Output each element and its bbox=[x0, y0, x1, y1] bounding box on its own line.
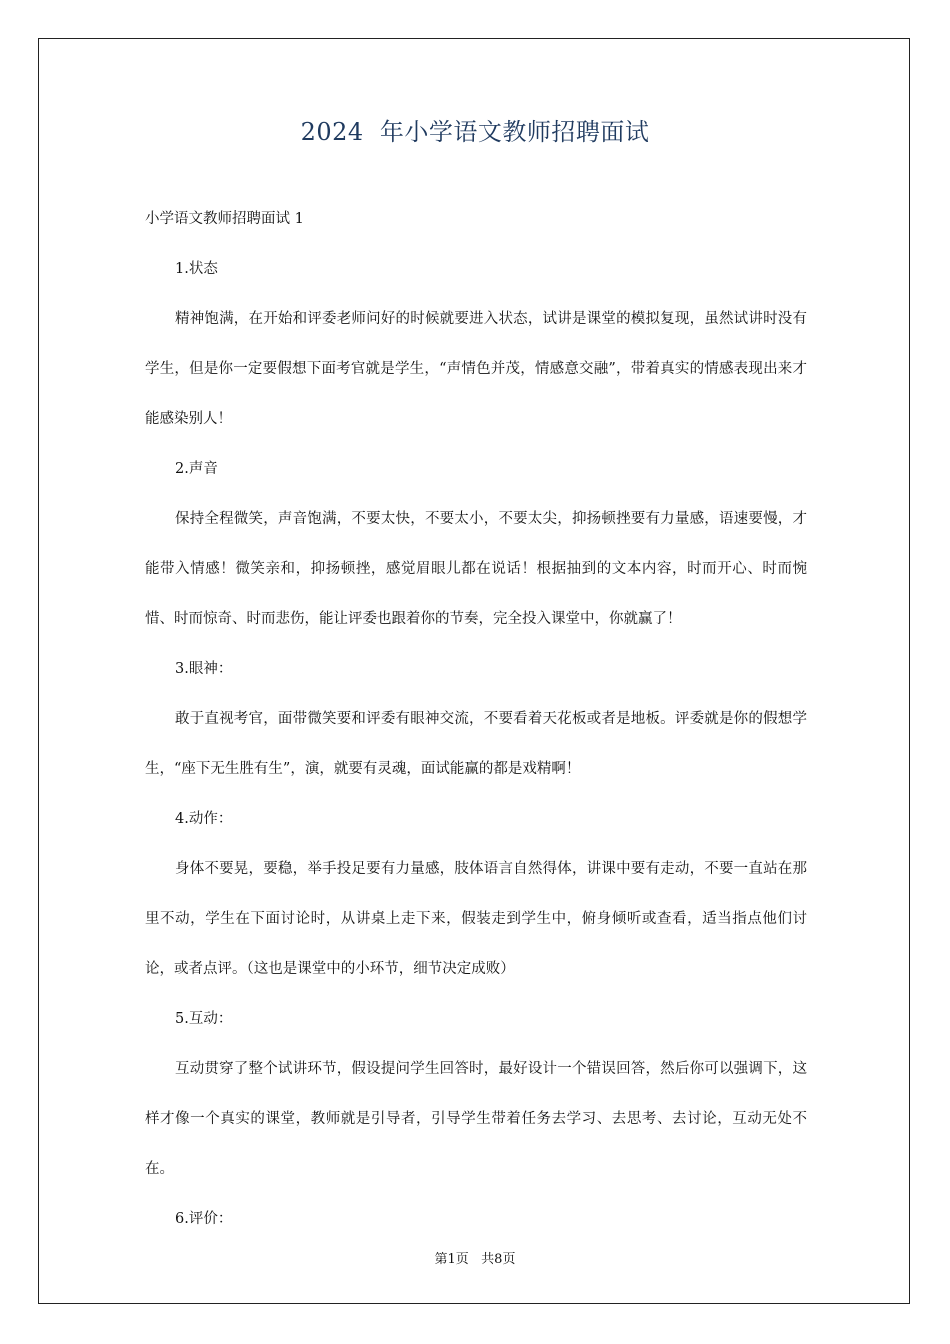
document-title: 2024 年小学语文教师招聘面试 bbox=[300, 118, 650, 146]
paragraph-5-heading: 5.互动： bbox=[175, 1011, 233, 1027]
section-heading: 小学语文教师招聘面试 1 bbox=[145, 211, 304, 227]
paragraph-4-body: 身体不要晃，要稳，举手投足要有力量感，肢体语言自然得体，讲课中要有走动，不要一直站在那里不动，学生在下面讨论时，从讲桌上走下来，假装走到学生中，俯身倾听或查看，适当指点他们讨论，或者点评。（这也是课堂中的小环节，细节决定成败） bbox=[145, 861, 807, 977]
paragraph-2-heading: 2.声音 bbox=[175, 461, 218, 477]
paragraph-5-body: 互动贯穿了整个试讲环节，假设提问学生回答时，最好设计一个错误回答，然后你可以强调下，这样才像一个真实的课堂，教师就是引导者，引导学生带着任务去学习、去思考、去讨论，互动无处不在。 bbox=[145, 1061, 807, 1177]
paragraph-1-body: 精神饱满，在开始和评委老师问好的时候就要进入状态，试讲是课堂的模拟复现，虽然试讲时没有学生，但是你一定要假想下面考官就是学生，“声情色并茂，情感意交融”，带着真实的情感表现出来才能感染别人！ bbox=[145, 311, 807, 427]
page-footer: 第1页 共8页 bbox=[434, 1252, 516, 1267]
document-body bbox=[145, 194, 807, 1244]
paragraph-2-body: 保持全程微笑，声音饱满，不要太快，不要太小，不要太尖，抑扬顿挫要有力量感，语速要慢，才能带入情感！微笑亲和，抑扬顿挫，感觉眉眼儿都在说话！根据抽到的文本内容，时而开心、时而惋惜、时而惊奇、时而悲伤，能让评委也跟着你的节奏，完全投入课堂中，你就赢了！ bbox=[145, 511, 807, 627]
paragraph-3-heading: 3.眼神： bbox=[175, 661, 233, 677]
paragraph-6-heading: 6.评价： bbox=[175, 1211, 233, 1227]
paragraph-1-heading: 1.状态 bbox=[175, 261, 218, 277]
paragraph-3-body: 敢于直视考官，面带微笑要和评委有眼神交流，不要看着天花板或者是地板。评委就是你的假想学生，“座下无生胜有生”，演，就要有灵魂，面试能赢的都是戏精啊！ bbox=[145, 711, 807, 777]
paragraph-4-heading: 4.动作： bbox=[175, 811, 233, 827]
